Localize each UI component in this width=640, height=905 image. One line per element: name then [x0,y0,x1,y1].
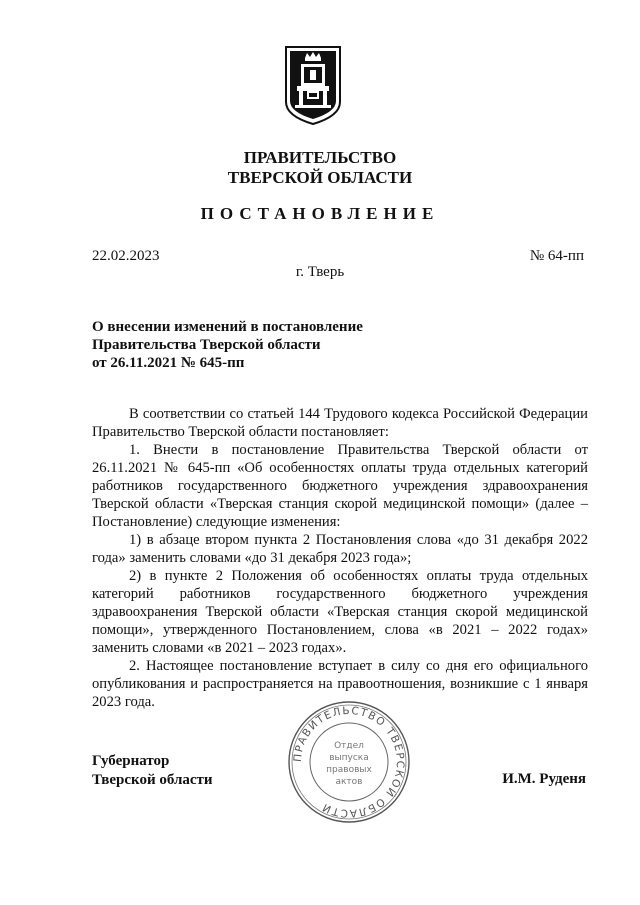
stamp-center-line1: Отдел [334,741,364,751]
coat-of-arms-icon [283,44,343,126]
document-body [92,405,588,711]
document-city: г. Тверь [295,264,345,280]
document-date: 22.02.2023 [92,248,160,264]
subject-line2: Правительства Тверской области [92,337,321,353]
signatory-name: И.М. Руденя [502,771,586,787]
body-paragraph-item-2: 2. Настоящее постановление вступает в силу со дня его официального опубликования и распространяется на правоотношения, возникшие с 1 января 2023 года. [92,658,588,710]
body-paragraph-subitem-1: 1) в абзаце втором пункта 2 Постановления слова «до 31 декабря 2022 года» заменить словами «до 31 декабря 2023 года»; [92,532,588,566]
document-number: № 64-пп [529,248,584,264]
org-name-line1: ПРАВИТЕЛЬСТВО [243,148,397,167]
stamp-ring-text: ПРАВИТЕЛЬСТВО ТВЕРСКОЙ ОБЛАСТИ [291,704,407,820]
subject-line3: от 26.11.2021 № 645-пп [92,355,245,371]
signatory-title-line2: Тверской области [92,772,213,788]
signatory-title [92,752,213,790]
document-type: ПОСТАНОВЛЕНИЕ [200,204,440,223]
stamp-center-line2: выпуска [329,753,369,763]
subject-line1: О внесении изменений в постановление [92,319,363,335]
body-paragraph-subitem-2: 2) в пункте 2 Положения об особенностях оплаты труда отдельных категорий работников государственного бюджетного учреждения здравоохранения Тверской области «Тверская станция скорой медицинской помощи», утвержденного Постановлением, слова «в 2021 – 2022 годах» заменить словами «в 2021 – 2023 годах». [92,568,588,656]
org-name-line2: ТВЕРСКОЙ ОБЛАСТИ [227,168,413,187]
official-stamp-icon [286,699,412,825]
stamp-center-line3: правовых [326,765,372,775]
body-paragraph-item-1: 1. Внести в постановление Правительства Тверской области от 26.11.2021 № 645-пп «Об особенностях оплаты труда отдельных категорий работников государственного бюджетного учреждения здравоохранения Тверской области «Тверская станция скорой медицинской помощи» (далее – Постановление) следующие изменения: [92,442,588,530]
signatory-title-line1: Губернатор [92,753,170,769]
body-paragraph-preamble: В соответствии со статьей 144 Трудового кодекса Российской Федерации Правительство Тверской области постановляет: [92,406,588,440]
document-subject [92,318,363,372]
stamp-center-line4: актов [335,777,363,787]
